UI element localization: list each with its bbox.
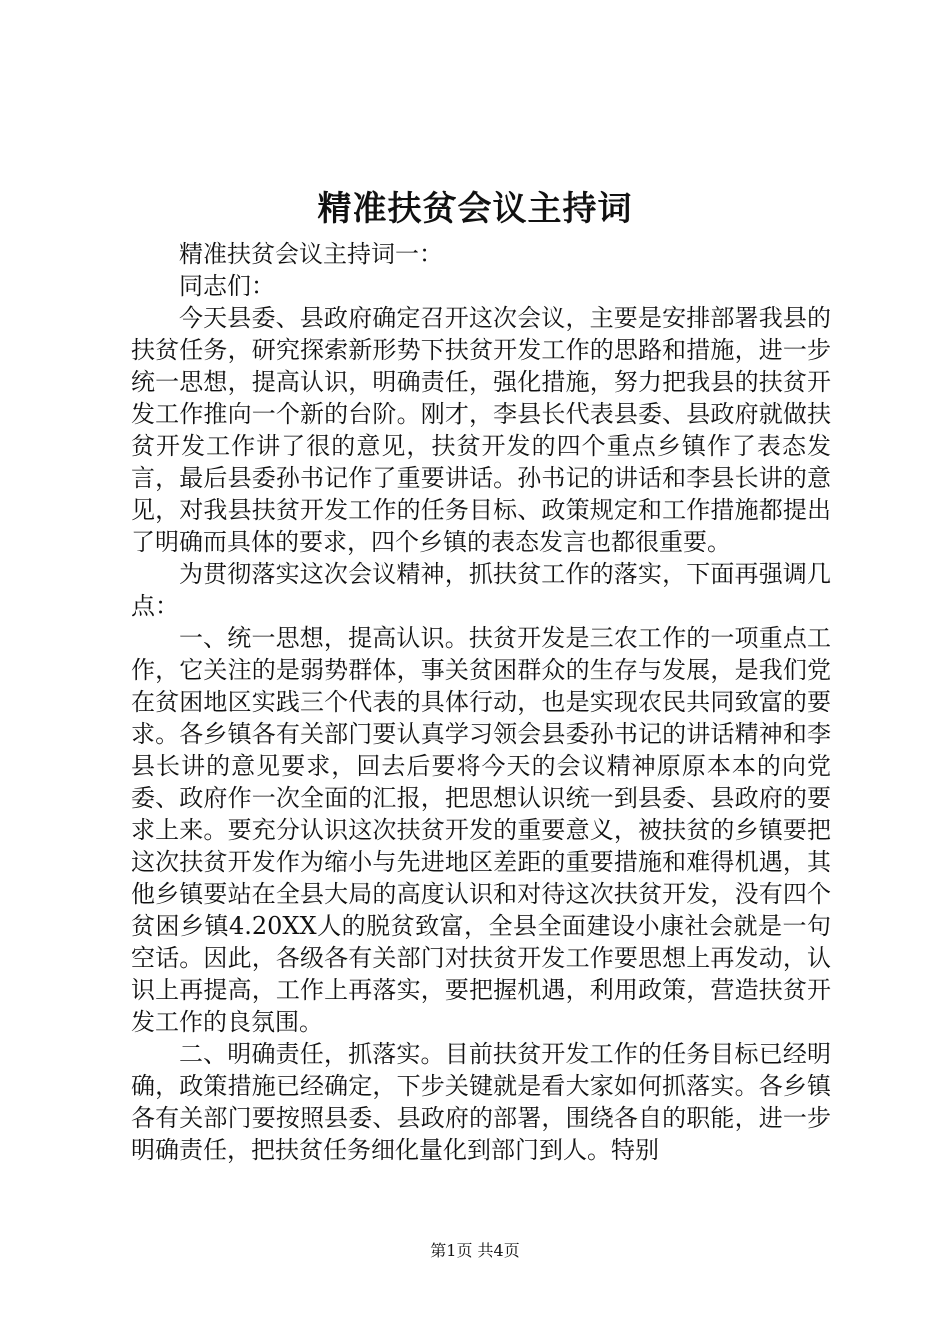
paragraph-intro: 今天县委、县政府确定召开这次会议，主要是安排部署我县的扶贫任务，研究探索新形势下扶贫开发工作的思路和措施，进一步统一思想，提高认识，明确责任，强化措施，努力把我县的扶贫开发工作推向一个新的台阶。刚才，李县长代表县委、县政府就做扶贫开发工作讲了很的意见，扶贫开发的四个重点乡镇作了表态发言，最后县委孙书记作了重要讲话。孙书记的讲话和李县长讲的意见，对我县扶贫开发工作的任务目标、政策规定和工作措施都提出了明确而具体的要求，四个乡镇的表态发言也都很重要。	[131, 304, 831, 556]
paragraph-point-one: 一、统一思想，提高认识。扶贫开发是三农工作的一项重点工作，它关注的是弱势群体，事关贫困群众的生存与发展，是我们党在贫困地区实践三个代表的具体行动，也是实现农民共同致富的要求。各乡镇各有关部门要认真学习领会县委孙书记的讲话精神和李县长讲的意见要求，回去后要将今天的会议精神原原本本的向党委、政府作一次全面的汇报，把思想认识统一到县委、县政府的要求上来。要充分认识这次扶贫开发的重要意义，被扶贫的乡镇要把这次扶贫开发作为缩小与先进地区差距的重要措施和难得机遇，其他乡镇要站在全县大局的高度认识和对待这次扶贫开发，没有四个贫困乡镇4.20XX人的脱贫致富，全县全面建设小康社会就是一句空话。因此，各级各有关部门对扶贫开发工作要思想上再发动，认识上再提高，工作上再落实，要把握机遇，利用政策，营造扶贫开发工作的良氛围。	[131, 624, 831, 1036]
page-footer: 第1页 共4页	[430, 1241, 520, 1260]
document-body	[131, 238, 831, 1166]
paragraph-points-lead: 为贯彻落实这次会议精神，抓扶贫工作的落实，下面再强调几点：	[131, 560, 831, 620]
paragraph-heading: 精准扶贫会议主持词一：	[179, 240, 443, 268]
document-title: 精准扶贫会议主持词	[317, 189, 633, 229]
paragraph-point-two: 二、明确责任，抓落实。目前扶贫开发工作的任务目标已经明确，政策措施已经确定，下步关键就是看大家如何抓落实。各乡镇各有关部门要按照县委、县政府的部署，围绕各自的职能，进一步明确责任，把扶贫任务细化量化到部门到人。特别	[131, 1040, 831, 1164]
paragraph-salutation: 同志们：	[179, 272, 275, 300]
